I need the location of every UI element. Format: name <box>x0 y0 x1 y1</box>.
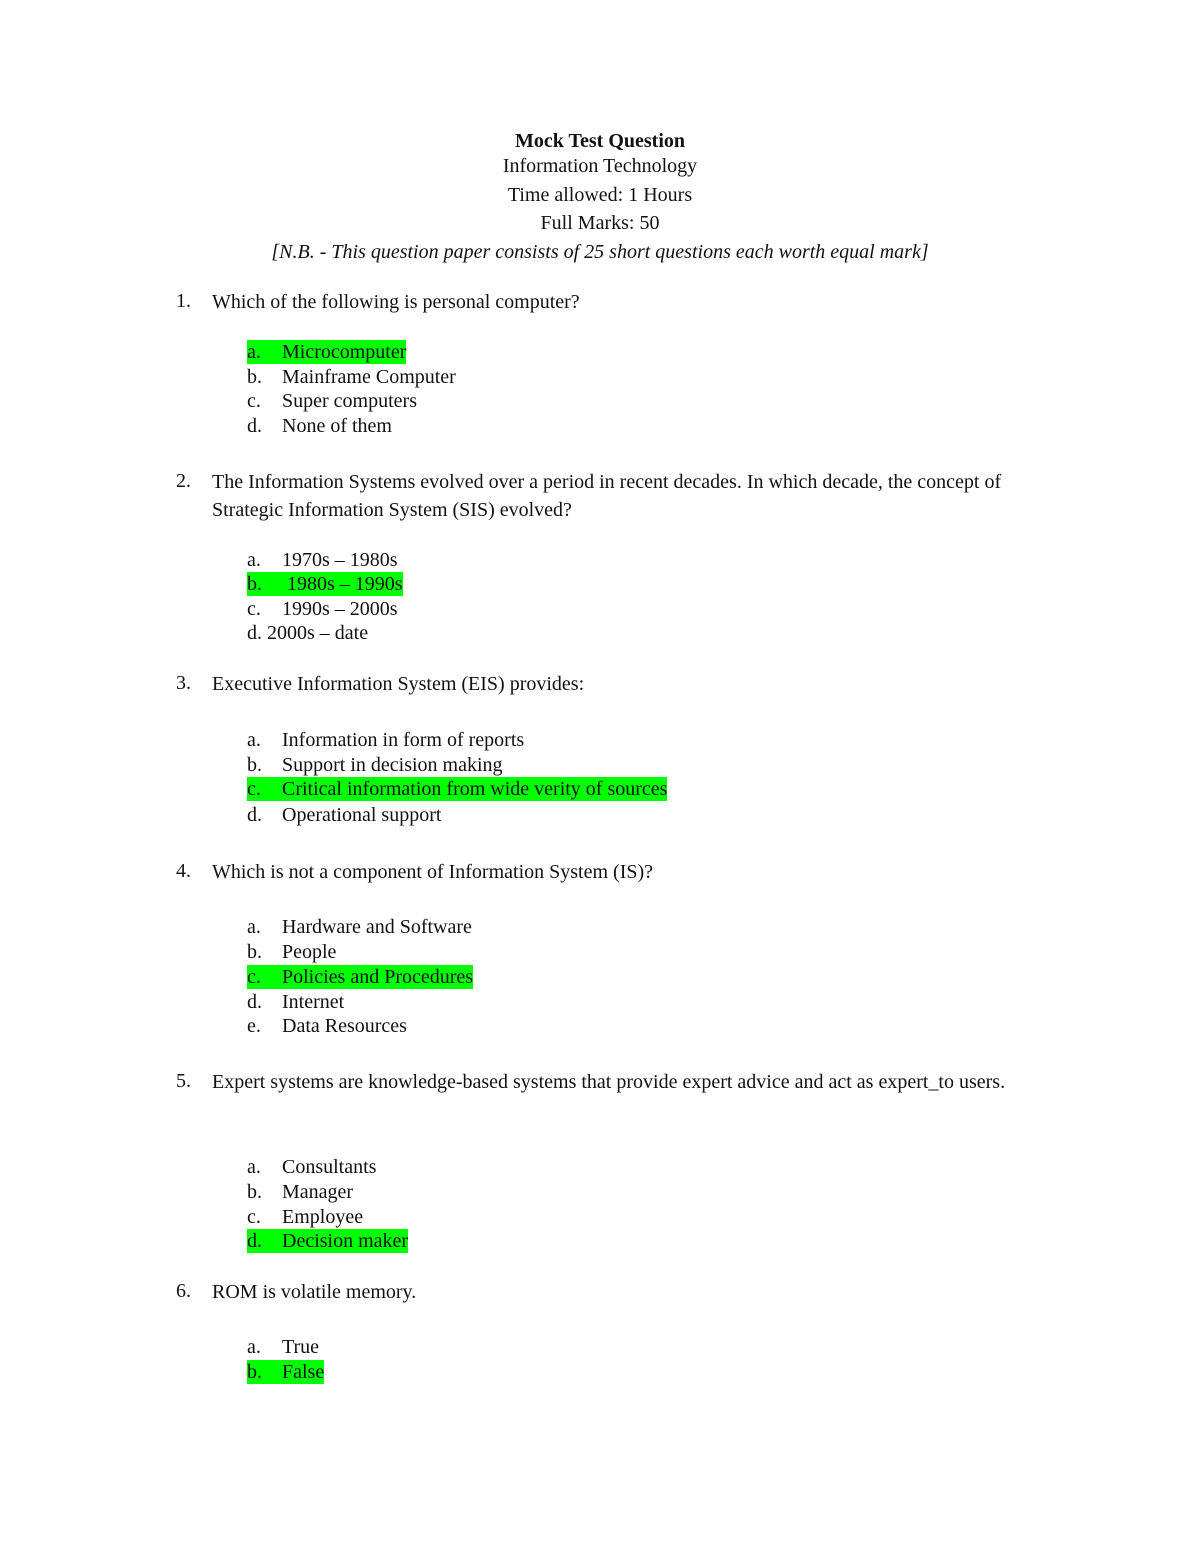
option <box>247 1205 363 1229</box>
option-letter: d. <box>247 622 262 644</box>
option-letter: b. <box>247 366 262 388</box>
question-number: 6. <box>176 1280 191 1302</box>
option-letter: d. <box>247 1230 262 1252</box>
option-letter: b. <box>247 573 262 595</box>
full-marks: Full Marks: 50 <box>540 212 660 234</box>
option-text: Information in form of reports <box>282 729 525 751</box>
option-letter: a. <box>247 916 261 938</box>
option-text: Microcomputer <box>282 341 407 363</box>
option <box>247 1155 376 1179</box>
option-correct <box>247 777 667 801</box>
option-text: 1970s – 1980s <box>282 549 398 571</box>
option-letter: b. <box>247 1361 262 1383</box>
option-correct <box>247 340 406 364</box>
option-text: Employee <box>282 1206 364 1228</box>
option <box>247 597 398 621</box>
option-text: False <box>282 1361 325 1383</box>
option-text: None of them <box>282 415 392 437</box>
option-text: True <box>282 1336 320 1358</box>
question-text: Which is not a component of Information System (IS)? <box>212 861 654 883</box>
instructions-note: [N.B. - This question paper consists of 25 short questions each worth equal mark] <box>271 241 929 263</box>
option-correct <box>247 1360 324 1384</box>
question-text: Executive Information System (EIS) provides: <box>212 673 585 695</box>
option-text: Policies and Procedures <box>282 966 474 988</box>
question-number: 2. <box>176 470 191 492</box>
option-letter: a. <box>247 549 261 571</box>
option-text: Decision maker <box>282 1230 409 1252</box>
option-text: 2000s – date <box>262 622 369 644</box>
option-text: Mainframe Computer <box>282 366 456 388</box>
option-letter: b. <box>247 941 262 963</box>
question-text: Which of the following is personal computer? <box>212 291 580 313</box>
option-letter: b. <box>247 1181 262 1203</box>
option-text: Internet <box>282 991 345 1013</box>
option <box>247 621 368 645</box>
option-text: Operational support <box>282 804 442 826</box>
option <box>247 414 392 438</box>
option <box>247 803 441 827</box>
option <box>247 915 472 939</box>
option-letter: a. <box>247 341 261 363</box>
option <box>247 1335 319 1359</box>
option-letter: c. <box>247 1206 261 1228</box>
option-text: Data Resources <box>282 1015 407 1037</box>
option-letter: d. <box>247 804 262 826</box>
option-letter: a. <box>247 1156 261 1178</box>
option-letter: a. <box>247 729 261 751</box>
option-letter: c. <box>247 598 261 620</box>
option-correct <box>247 965 473 989</box>
option-letter: b. <box>247 754 262 776</box>
question-text: The Information Systems evolved over a period in recent decades. In which decade, the concept of Strategic Information System (SIS) evolved? <box>212 471 1002 521</box>
option <box>247 753 503 777</box>
option-text: 1990s – 2000s <box>282 598 398 620</box>
option-letter: c. <box>247 966 261 988</box>
option <box>247 940 336 964</box>
option-letter: d. <box>247 991 262 1013</box>
option <box>247 389 417 413</box>
option-text: Manager <box>282 1181 354 1203</box>
option-letter: d. <box>247 415 262 437</box>
question-text: Expert systems are knowledge-based systems that provide expert advice and act as expert_to users. <box>212 1071 1006 1093</box>
option-text: People <box>282 941 337 963</box>
option <box>247 1180 353 1204</box>
option-text: Hardware and Software <box>282 916 472 938</box>
option-text: 1980s – 1990s <box>282 573 403 595</box>
question-number: 4. <box>176 860 191 882</box>
option <box>247 548 398 572</box>
option-text: Critical information from wide verity of sources <box>282 778 668 800</box>
option-letter: e. <box>247 1015 261 1037</box>
document-title: Mock Test Question <box>514 130 686 152</box>
option <box>247 990 344 1014</box>
question-number: 5. <box>176 1070 191 1092</box>
option-text: Consultants <box>282 1156 377 1178</box>
option <box>247 728 524 752</box>
option-correct <box>247 572 403 596</box>
question-text: ROM is volatile memory. <box>212 1281 417 1303</box>
option-letter: c. <box>247 778 261 800</box>
option-letter: c. <box>247 390 261 412</box>
subject-line: Information Technology <box>502 155 698 177</box>
option-text: Super computers <box>282 390 417 412</box>
option <box>247 365 456 389</box>
option-correct <box>247 1229 408 1253</box>
time-allowed: Time allowed: 1 Hours <box>507 184 693 206</box>
option-letter: a. <box>247 1336 261 1358</box>
option <box>247 1014 407 1038</box>
question-number: 3. <box>176 672 191 694</box>
question-number: 1. <box>176 290 191 312</box>
option-text: Support in decision making <box>282 754 503 776</box>
